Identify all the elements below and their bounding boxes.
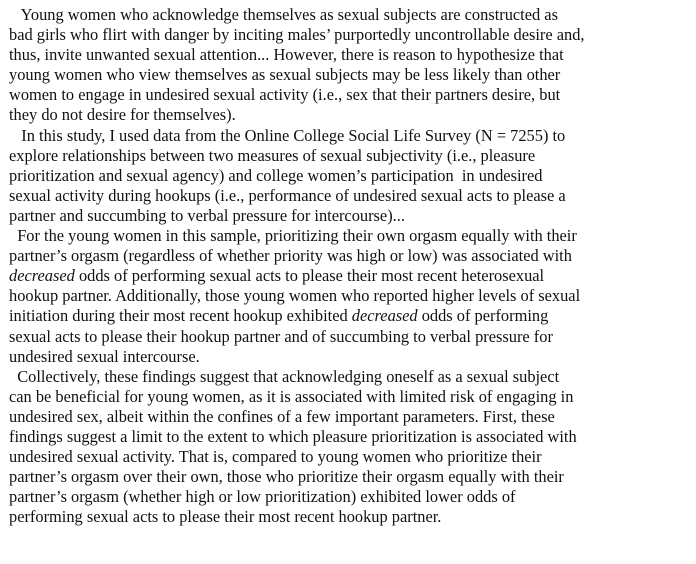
paragraph-study [9, 126, 689, 226]
text-line: women to engage in undesired sexual activity (i.e., sex that their partners desire, but [9, 85, 561, 105]
text-line: Collectively, these findings suggest that acknowledging oneself as a sexual subject [9, 366, 560, 386]
text-line: initiation during their most recent hookup exhibited decreased odds of performing [9, 306, 549, 326]
text-line: undesired sexual activity. That is, compared to young women who prioritize their [9, 447, 542, 467]
text-line: decreased odds of performing sexual acts to please their most recent heterosexual [9, 266, 545, 286]
emphasis-decreased: decreased [9, 266, 75, 286]
text-line: findings suggest a limit to the extent to which pleasure prioritization is associated with [9, 426, 577, 446]
text-line: partner’s orgasm over their own, those who prioritize their orgasm equally with their [9, 467, 564, 487]
text-line: partner’s orgasm (whether high or low prioritization) exhibited lower odds of [9, 487, 516, 507]
emphasis-decreased: decreased [351, 306, 418, 326]
text-line: performing sexual acts to please their most recent hookup partner. [9, 507, 442, 527]
text-line: hookup partner. Additionally, those young women who reported higher levels of sexual [9, 286, 581, 306]
text-line: partner and succumbing to verbal pressure for intercourse)... [9, 205, 405, 225]
text-line: bad girls who flirt with danger by inciting males’ purportedly uncontrollable desire and, [9, 25, 585, 45]
text-line: thus, invite unwanted sexual attention... However, there is reason to hypothesize that [9, 45, 564, 65]
paragraph-conclusion [9, 367, 689, 528]
text-line: young women who view themselves as sexual subjects may be less likely than other [9, 65, 561, 85]
text-line: prioritization and sexual agency) and college women’s participation in undesired [9, 165, 543, 185]
text-line: explore relationships between two measures of sexual subjectivity (i.e., pleasure [9, 145, 536, 165]
text-line: they do not desire for themselves). [9, 105, 236, 125]
paragraph-introduction [9, 5, 689, 126]
paragraph-results [9, 226, 689, 367]
text-line: sexual acts to please their hookup partner and of succumbing to verbal pressure for [9, 326, 553, 346]
text-line: undesired sex, albeit within the confines of a few important parameters. First, these [9, 406, 555, 426]
text-line: In this study, I used data from the Online College Social Life Survey (N = 7255) to [9, 125, 566, 145]
text-line: partner’s orgasm (regardless of whether priority was high or low) was associated with [9, 246, 572, 266]
text-line: can be beneficial for young women, as it is associated with limited risk of engaging in [9, 386, 574, 406]
text-line: undesired sexual intercourse. [9, 346, 200, 366]
text-line: For the young women in this sample, prioritizing their own orgasm equally with their [9, 226, 577, 246]
document-body [9, 5, 689, 527]
text-line: sexual activity during hookups (i.e., performance of undesired sexual acts to please a [9, 185, 566, 205]
text-line: Young women who acknowledge themselves as sexual subjects are constructed as [9, 5, 558, 24]
